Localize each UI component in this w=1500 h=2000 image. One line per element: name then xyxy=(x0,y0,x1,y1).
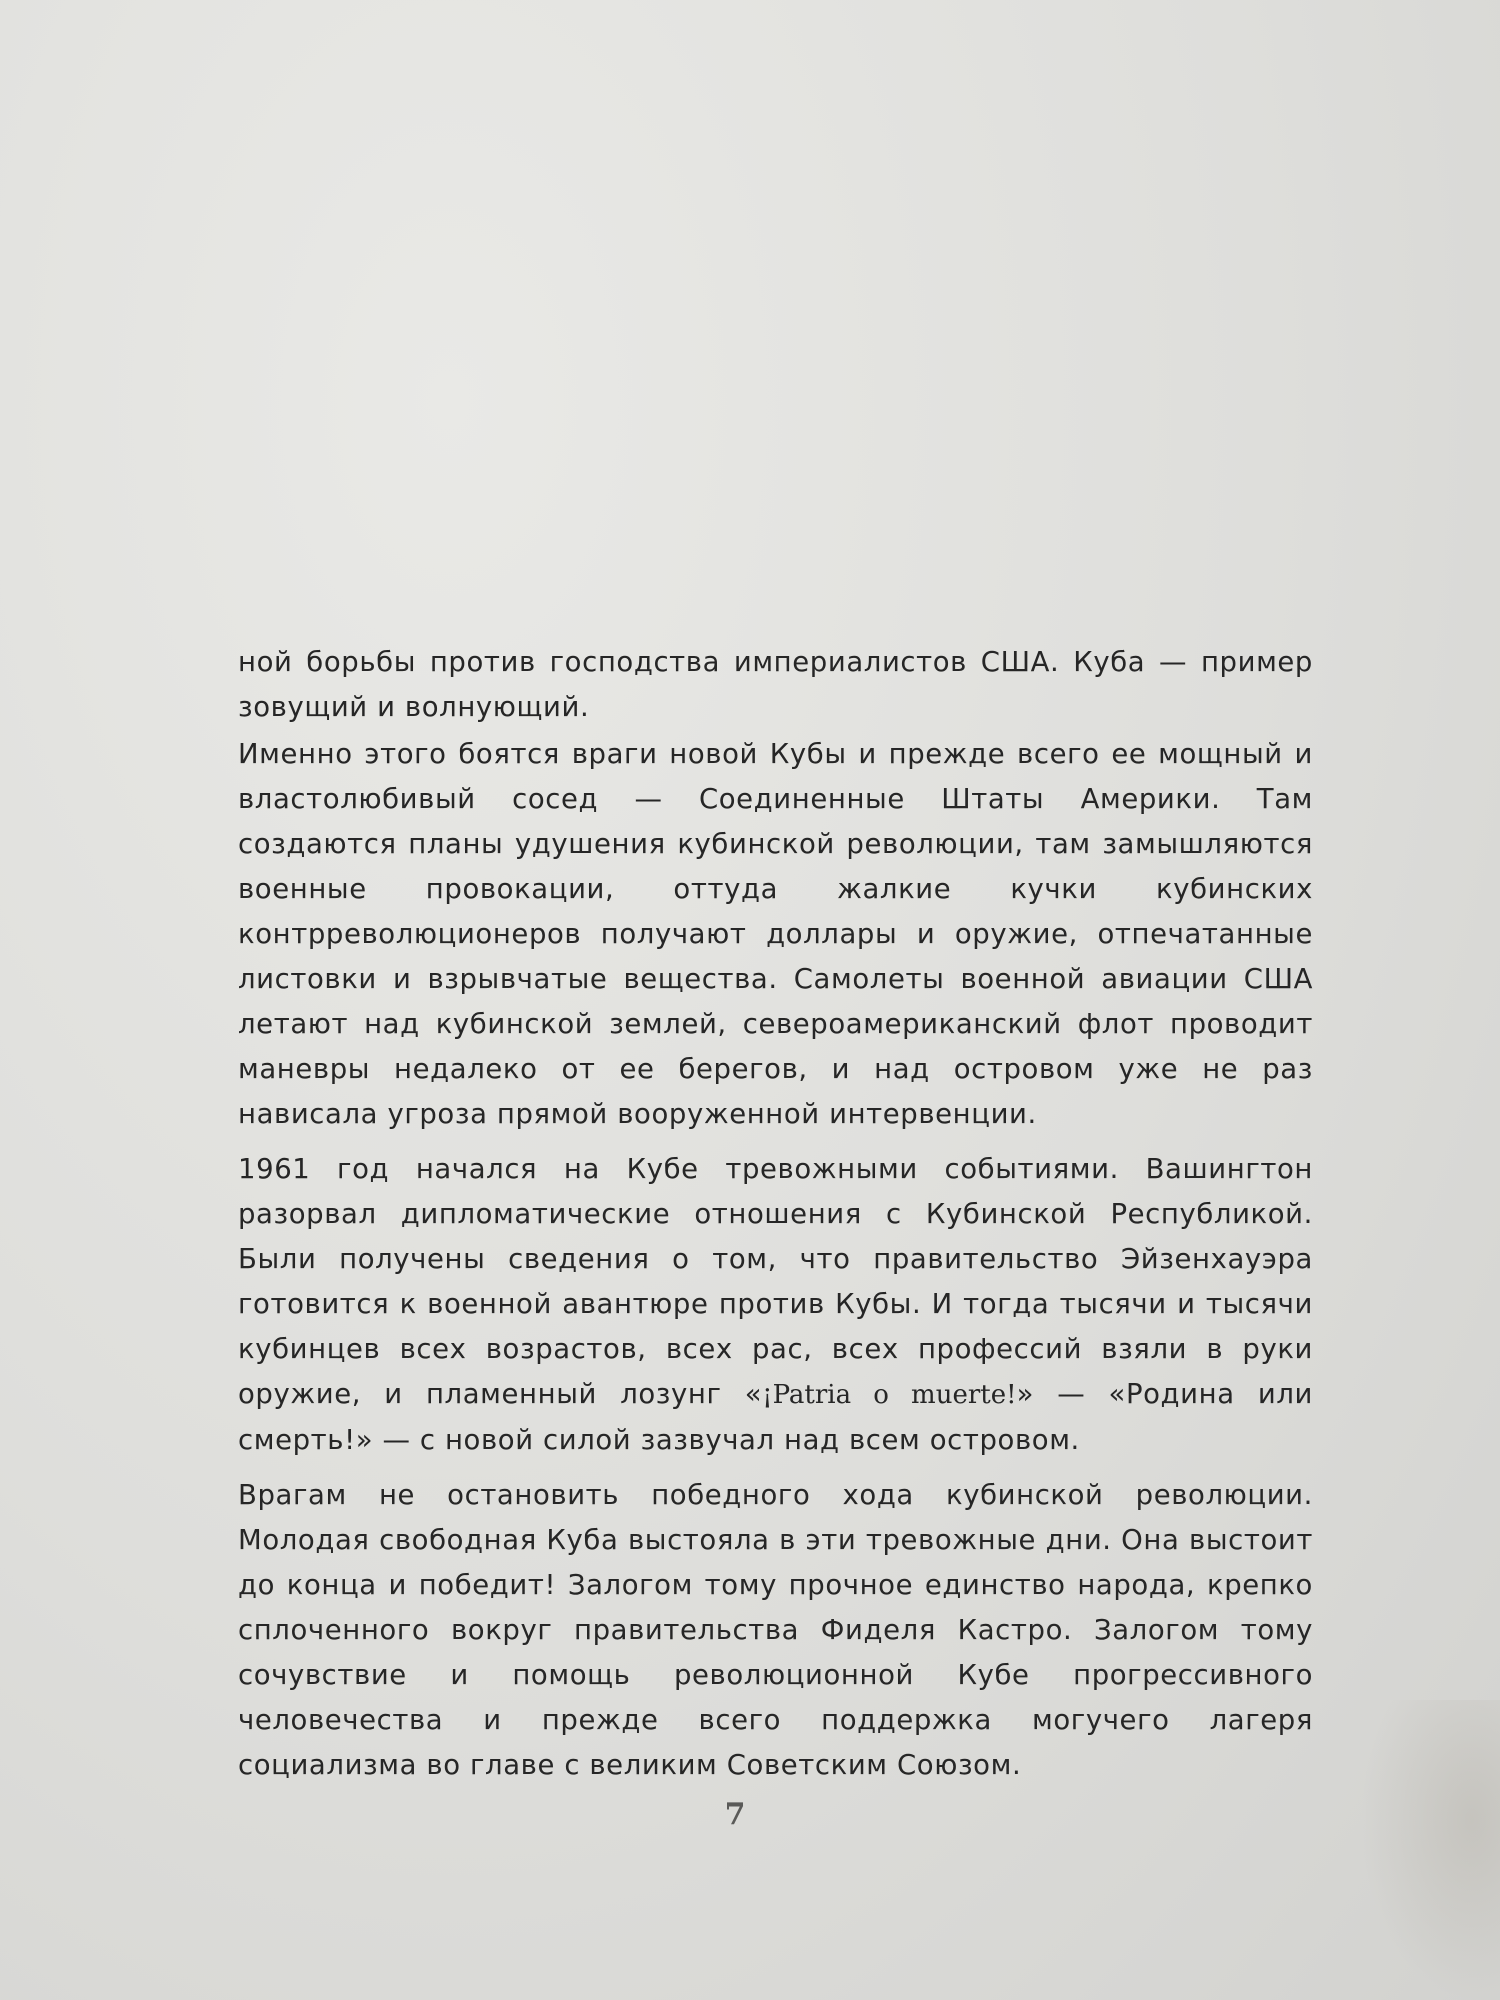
paragraph-final: Врагам не остановить победного хода кубинской революции. Молодая свободная Куба выстояла в эти тревожные дни. Она выстоит до конца и победит! Залогом тому прочное единство народа, крепко сплоченного вокруг правительства Фиделя Кастро. Залогом тому сочувствие и помощь революционной Кубе прогрессивного человечества и прежде всего поддержка могучего лагеря социализма во главе с великим Советским Союзом. xyxy=(238,1479,1313,1781)
paragraph-1961 xyxy=(238,1147,1313,1463)
slogan-spanish: ¡Patria o muerte! xyxy=(762,1380,1017,1410)
page-number: 7 xyxy=(724,1797,746,1832)
paragraph-1961-part-1: 1961 год начался на Кубе тревожными событиями. Вашингтон разорвал дипломатические отношения с Кубинской Республикой. Были получены сведения о том, что правительство Эйзенхауэра готовится к военной авантюре против Кубы. И тогда тысячи и тысячи кубинцев всех возрастов, всех рас, всех профессий взяли в руки оружие, и пламенный лозунг « xyxy=(238,1153,1313,1410)
paragraph-intro: ной борьбы против господства империалистов США. Куба — пример зовущий и волнующий. xyxy=(238,646,1313,723)
paragraph-1961-part-2: » — «Родина или смерть!» — с новой силой зазвучал над всем островом. xyxy=(238,1378,1313,1456)
body-text xyxy=(238,640,1313,1798)
paragraph-enemies: Именно этого боятся враги новой Кубы и прежде всего ее мощный и властолюбивый сосед — Соединенные Штаты Америки. Там создаются планы удушения кубинской революции, там замышляются военные провокации, оттуда жалкие кучки кубинских контрреволюционеров получают доллары и оружие, отпечатанные листовки и взрывчатые вещества. Самолеты военной авиации США летают над кубинской землей, североамериканский флот проводит маневры недалеко от ее берегов, и над островом уже не раз нависала угроза прямой вооруженной интервенции. xyxy=(238,738,1313,1130)
